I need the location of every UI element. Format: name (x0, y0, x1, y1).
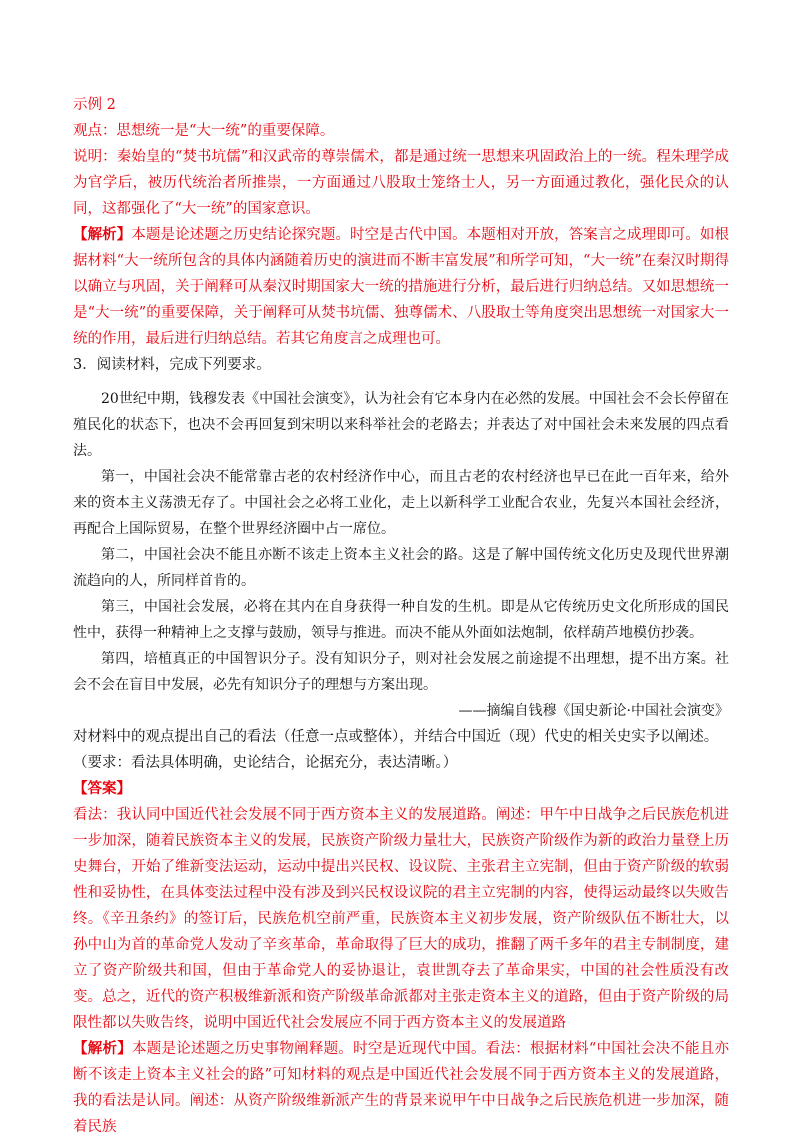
question-stem: 3．阅读材料，完成下列要求。 (73, 357, 271, 373)
question-task: 对材料中的观点提出自己的看法（任意一点或整体），并结合中国近（现）代史的相关史实予以阐述。 (73, 729, 719, 745)
material-source: ——摘编自钱穆《国史新论·中国社会演变》 (458, 703, 729, 719)
material-paragraph: 第二，中国社会决不能且亦断不该走上资本主义社会的路。这是了解中国传统文化历史及现代世界潮流趋向的人，所同样首肯的。 (73, 547, 729, 589)
analysis-text: 本题是论述题之历史事物阐释题。时空是近现代中国。看法：根据材料“中国社会决不能且亦断不该走上资本主义社会的路”可知材料的观点是中国近代社会发展不同于西方资本主义的发展道路，我的看法是认同。阐述：从资产阶级维新派产生的背景来说甲午中日战争之后民族危机进一步加深，随着民族 (73, 1041, 729, 1135)
material-paragraph: 第三，中国社会发展，必将在其内在自身获得一种自发的生机。即是从它传统历史文化所形成的国民性中，获得一种精神上之支撑与鼓励，领导与推进。而决不能从外面如法炮制，依样葫芦地模仿抄袭。 (73, 599, 729, 641)
analysis-tag: 【解析】 (73, 226, 132, 243)
question-requirement: （要求：看法具体明确，史论结合，论据充分，表达清晰。） (73, 755, 458, 771)
answer-text: 看法：我认同中国近代社会发展不同于西方资本主义的发展道路。阐述：甲午中日战争之后民族危机进一步加深，随着民族资本主义的发展，民族资产阶级力量壮大，民族资产阶级作为新的政治力量登上历史舞台，开始了维新变法运动，运动中提出兴民权、设议院、主张君主立宪制，但由于资产阶级的软弱性和妥协性，在具体变法过程中没有涉及到兴民权设议院的君主立宪制的内容，使得运动最终以失败告终。《辛丑条约》的签订后，民族危机空前严重，民族资本主义初步发展，资产阶级队伍不断壮大，以孙中山为首的革命党人发动了辛亥革命，革命取得了巨大的成功，推翻了两千多年的君主专制制度，建立了资产阶级共和国，但由于革命党人的妥协退让，袁世凯夺去了革命果实，中国的社会性质没有改变。总之，近代的资产积极维新派和资产阶级革命派都对主张走资本主义的道路，但由于资产阶级的局限性都以失败告终，说明中国近代社会发展应不同于西方资本主义的发展道路 (73, 807, 729, 1031)
question-analysis (73, 1036, 729, 1140)
analysis-tag: 【解析】 (73, 1040, 132, 1057)
answer-tag: 【答案】 (73, 780, 131, 797)
example-viewpoint: 观点：思想统一是“大一统”的重要保障。 (73, 123, 335, 139)
material-paragraph: 20世纪中期，钱穆发表《中国社会演变》，认为社会有它本身内在必然的发展。中国社会不会长停留在殖民化的状态下，也决不会再回复到宋明以来科举社会的老路去；并表达了对中国社会未来发展的四点看法。 (73, 391, 729, 459)
material-paragraph: 第一，中国社会决不能常靠古老的农村经济作中心，而且古老的农村经济也早已在此一百年来，给外来的资本主义荡溃无存了。中国社会之必将工业化，走上以新科学工业配合农业，先复兴本国社会经济，再配合上国际贸易，在整个世界经济圈中占一席位。 (73, 469, 729, 537)
material-paragraph: 第四，培植真正的中国智识分子。没有知识分子，则对社会发展之前途提不出理想，提不出方案。社会不会在盲目中发展，必先有知识分子的理想与方案出现。 (73, 651, 729, 693)
analysis-text: 本题是论述题之历史结论探究题。时空是古代中国。本题相对开放，答案言之成理即可。如根据材料“大一统所包含的具体内涵随着历史的演进而不断丰富发展”和所学可知，“大一统”在秦汉时期得以确立与巩固，关于阐释可从秦汉时期国家大一统的措施进行分析，最后进行归纳总结。又如思想统一是“大一统”的重要保障，关于阐释可从焚书坑儒、独尊儒术、八股取士等角度突出思想统一对国家大一统的作用，最后进行归纳总结。若其它角度言之成理也可。 (73, 227, 730, 347)
example-title: 示例 2 (73, 97, 116, 113)
example-analysis (73, 222, 729, 352)
material-block (73, 386, 729, 724)
document-page (73, 92, 729, 1140)
example-explanation: 说明：秦始皇的“焚书坑儒”和汉武帝的尊崇儒术，都是通过统一思想来巩固政治上的一统。程朱理学成为官学后，被历代统治者所推崇，一方面通过八股取士笼络士人，另一方面通过教化，强化民众的认同，这都强化了“大一统”的国家意识。 (73, 149, 729, 217)
